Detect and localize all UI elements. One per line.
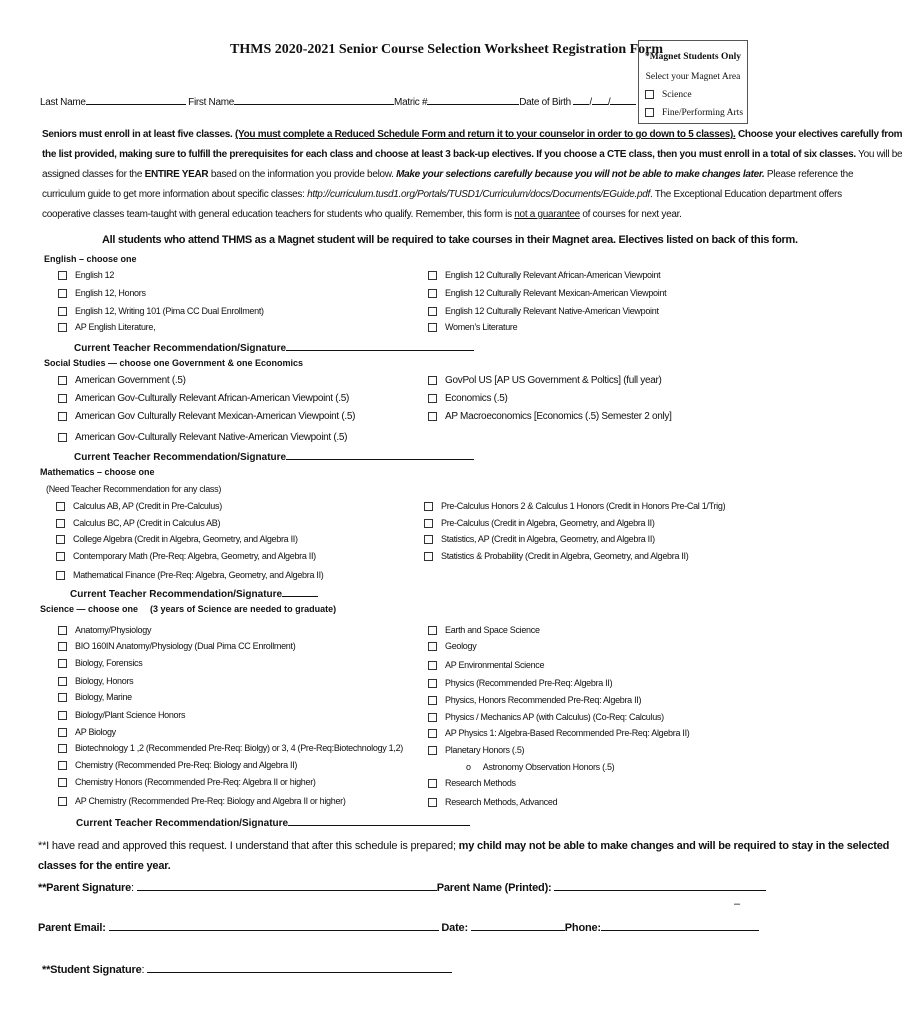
checkbox-icon[interactable] (428, 394, 437, 403)
dob-month-field[interactable] (573, 94, 589, 105)
math-option[interactable]: Statistics, AP (Credit in Algebra, Geometry, and Algebra II) (424, 534, 655, 544)
english-option[interactable]: English 12 Culturally Relevant Native-American Viewpoint (428, 306, 659, 316)
checkbox-icon[interactable] (58, 271, 67, 280)
checkbox-icon[interactable] (428, 323, 437, 332)
parent-email-field[interactable] (109, 920, 439, 931)
checkbox-icon[interactable] (56, 535, 65, 544)
science-option[interactable]: Geology (428, 641, 476, 651)
last-name-label: Last Name (40, 97, 86, 108)
social-option[interactable]: American Gov Culturally Relevant Mexican-American Viewpoint (.5) (58, 411, 355, 422)
checkbox-icon[interactable] (428, 412, 437, 421)
student-signature-field[interactable] (147, 962, 452, 973)
checkbox-icon[interactable] (428, 626, 437, 635)
checkbox-icon[interactable] (428, 642, 437, 651)
checkbox-icon[interactable] (58, 626, 67, 635)
phone-field[interactable] (601, 920, 759, 931)
english-option[interactable]: English 12, Honors (58, 288, 146, 298)
checkbox-icon[interactable] (58, 323, 67, 332)
science-option[interactable]: AP Biology (58, 727, 116, 737)
social-option[interactable]: Economics (.5) (428, 393, 508, 404)
english-option[interactable]: English 12 Culturally Relevant Mexican-American Viewpoint (428, 288, 666, 298)
english-signature-field[interactable] (286, 340, 474, 351)
date-field[interactable] (471, 920, 565, 931)
math-recommendation: Current Teacher Recommendation/Signature (70, 586, 318, 600)
math-option[interactable]: Pre-Calculus (Credit in Algebra, Geometry, and Algebra II) (424, 518, 655, 528)
parent-name-field[interactable] (554, 880, 766, 891)
parent-signature-field[interactable] (137, 880, 437, 891)
math-option[interactable]: Contemporary Math (Pre-Req: Algebra, Geometry, and Algebra II) (56, 551, 316, 561)
first-name-label: First Name (188, 97, 235, 108)
checkbox-icon[interactable] (645, 108, 654, 117)
science-option[interactable]: Physics, Honors Recommended Pre-Req: Algebra II) (428, 695, 641, 705)
checkbox-icon[interactable] (58, 761, 67, 770)
science-option[interactable]: Biology/Plant Science Honors (58, 710, 185, 720)
first-name-field[interactable] (234, 94, 394, 105)
checkbox-icon[interactable] (56, 519, 65, 528)
science-option[interactable]: Biology, Honors (58, 676, 133, 686)
science-option[interactable]: Physics (Recommended Pre-Req: Algebra II) (428, 678, 612, 688)
approval-statement-cont: classes for the entire year. (38, 860, 171, 872)
checkbox-icon[interactable] (424, 535, 433, 544)
science-heading: Science — choose one (3 years of Science are needed to graduate) (40, 604, 337, 614)
dob-label: Date of Birth (519, 97, 571, 108)
parent-email-row: Parent Email: Date: Phone: (38, 920, 759, 934)
checkbox-icon[interactable] (428, 271, 437, 280)
math-note: (Need Teacher Recommendation for any class) (46, 484, 222, 494)
science-option[interactable]: Biology, Forensics (58, 658, 142, 668)
math-signature-field[interactable] (282, 586, 318, 597)
english-option[interactable]: English 12 Culturally Relevant African-American Viewpoint (428, 270, 660, 280)
math-heading: Mathematics – choose one (40, 467, 155, 477)
checkbox-icon[interactable] (58, 642, 67, 651)
dob-day-field[interactable] (592, 94, 608, 105)
checkbox-icon[interactable] (58, 659, 67, 668)
english-option[interactable]: English 12, Writing 101 (Pima CC Dual Enrollment) (58, 306, 264, 316)
checkbox-icon[interactable] (58, 797, 67, 806)
checkbox-icon[interactable] (58, 744, 67, 753)
checkbox-icon[interactable] (428, 696, 437, 705)
science-option[interactable]: Biology, Marine (58, 692, 132, 702)
math-option[interactable]: College Algebra (Credit in Algebra, Geometry, and Algebra II) (56, 534, 298, 544)
checkbox-icon[interactable] (428, 679, 437, 688)
science-option[interactable]: AP Physics 1: Algebra-Based Recommended Pre-Req: Algebra II) (428, 728, 689, 738)
science-option[interactable]: Chemistry Honors (Recommended Pre-Req: Algebra II or higher) (58, 777, 316, 787)
checkbox-icon[interactable] (56, 571, 65, 580)
checkbox-icon[interactable] (645, 90, 654, 99)
checkbox-icon[interactable] (428, 729, 437, 738)
checkbox-icon[interactable] (428, 661, 437, 670)
checkbox-icon[interactable] (428, 798, 437, 807)
social-recommendation: Current Teacher Recommendation/Signature (74, 449, 474, 463)
checkbox-icon[interactable] (58, 728, 67, 737)
checkbox-icon[interactable] (56, 502, 65, 511)
checkbox-icon[interactable] (58, 289, 67, 298)
science-option[interactable]: Biotechnology 1 ,2 (Recommended Pre-Req: Biolgy) or 3, 4 (Pre-Req:Biotechnology 1,2) (58, 743, 403, 753)
science-option[interactable]: AP Environmental Science (428, 660, 544, 670)
science-option[interactable]: Anatomy/Physiology (58, 625, 151, 635)
dash-mark: – (734, 898, 741, 910)
page-title: THMS 2020-2021 Senior Course Selection Worksheet Registration Form (230, 42, 664, 57)
magnet-option-science[interactable]: Science (645, 90, 692, 100)
magnet-notice: All students who attend THMS as a Magnet student will be required to take courses in their Magnet area. Electives listed on back of this form. (102, 234, 798, 246)
magnet-subheading: Select your Magnet Area (645, 72, 741, 82)
checkbox-icon[interactable] (424, 552, 433, 561)
social-option[interactable]: AP Macroeconomics [Economics (.5) Semester 2 only] (428, 411, 672, 422)
math-option[interactable]: Pre-Calculus Honors 2 & Calculus 1 Honors (Credit in Honors Pre-Cal 1/Trig) (424, 501, 725, 511)
science-option[interactable]: Planetary Honors (.5) (428, 745, 524, 755)
checkbox-icon[interactable] (56, 552, 65, 561)
matric-label: Matric # (394, 97, 428, 108)
social-option[interactable]: GovPol US [AP US Government & Poltics] (full year) (428, 375, 662, 386)
social-option[interactable]: American Gov-Culturally Relevant Native-American Viewpoint (.5) (58, 432, 347, 443)
checkbox-icon[interactable] (424, 519, 433, 528)
dob-year-field[interactable] (610, 94, 636, 105)
science-sub-option[interactable]: o Astronomy Observation Honors (.5) (466, 762, 615, 772)
magnet-option-arts[interactable]: Fine/Performing Arts (645, 108, 743, 118)
student-fields-row: Last Name First Name Matric # Date of Birth / / (40, 94, 636, 108)
checkbox-icon[interactable] (428, 307, 437, 316)
checkbox-icon[interactable] (428, 779, 437, 788)
checkbox-icon[interactable] (428, 713, 437, 722)
science-option[interactable]: Research Methods (428, 778, 516, 788)
bullet-icon: o (466, 762, 471, 772)
checkbox-icon[interactable] (424, 502, 433, 511)
checkbox-icon[interactable] (58, 394, 67, 403)
english-option[interactable]: English 12 (58, 270, 114, 280)
checkbox-icon[interactable] (58, 307, 67, 316)
english-recommendation: Current Teacher Recommendation/Signature (74, 340, 474, 354)
parent-signature-row: **Parent Signature: Parent Name (Printed): (38, 880, 766, 894)
science-option[interactable]: AP Chemistry (Recommended Pre-Req: Biology and Algebra II or higher) (58, 796, 346, 806)
social-option[interactable]: American Government (.5) (58, 375, 186, 386)
matric-field[interactable] (427, 94, 519, 105)
science-option[interactable]: Chemistry (Recommended Pre-Req: Biology and Algebra II) (58, 760, 297, 770)
checkbox-icon[interactable] (428, 376, 437, 385)
social-heading: Social Studies — choose one Government & one Economics (44, 358, 304, 368)
social-option[interactable]: American Gov-Culturally Relevant African-American Viewpoint (.5) (58, 393, 349, 404)
science-option[interactable]: Physics / Mechanics AP (with Calculus) (Co-Req: Calculus) (428, 712, 664, 722)
science-signature-field[interactable] (288, 815, 470, 826)
magnet-heading: *Magnet Students Only (644, 52, 742, 62)
checkbox-icon[interactable] (428, 746, 437, 755)
science-option[interactable]: Earth and Space Science (428, 625, 540, 635)
approval-statement: **I have read and approved this request. I understand that after this schedule is prepared; my child may not be able to make changes and will be required to stay in the selected (38, 840, 890, 852)
english-option[interactable]: AP English Literature, (58, 322, 155, 332)
math-option[interactable]: Statistics & Probability (Credit in Algebra, Geometry, and Algebra II) (424, 551, 688, 561)
student-signature-row: **Student Signature: (42, 962, 452, 976)
checkbox-icon[interactable] (58, 376, 67, 385)
instructions: Seniors must enroll in at least five classes. (You must complete a Reduced Schedule Form and return it to your counselor in order to go down to 5 classes). Choose your electives carefully from the list provided, making sure to fulfill the prerequisites for each class and choose at least 3 back-up electives. If you choose a CTE class, then you must enroll in a total of six classes. You will be assigned classes for the ENTIRE YEAR based on the information you provide below. Make your selections carefully because you will not be able to make changes later. Please reference the curriculum guide to get more information about specific classes: http://curriculum.tusd1.org/Portals/TUSD1/Curriculum/docs/Documents/EGuide.pdf. The Exceptional Education department offers cooperative classes team-taught with general education teachers for students who qualify. Remember, this form is not a guarantee of courses for next year. (42, 129, 902, 220)
math-option[interactable]: Mathematical Finance (Pre-Req: Algebra, Geometry, and Algebra II) (56, 570, 323, 580)
last-name-field[interactable] (86, 94, 186, 105)
math-option[interactable]: Calculus AB, AP (Credit in Pre-Calculus) (56, 501, 222, 511)
science-option[interactable]: Research Methods, Advanced (428, 797, 557, 807)
social-signature-field[interactable] (286, 449, 474, 460)
checkbox-icon[interactable] (58, 677, 67, 686)
magnet-selection-box (638, 40, 748, 124)
checkbox-icon[interactable] (58, 412, 67, 421)
checkbox-icon[interactable] (58, 711, 67, 720)
checkbox-icon[interactable] (58, 433, 67, 442)
checkbox-icon[interactable] (58, 693, 67, 702)
science-option[interactable]: BIO 160IN Anatomy/Physiology (Dual Pima CC Enrollment) (58, 641, 295, 651)
science-recommendation: Current Teacher Recommendation/Signature (76, 815, 470, 829)
english-heading: English – choose one (44, 254, 137, 264)
english-option[interactable]: Women’s Literature (428, 322, 517, 332)
checkbox-icon[interactable] (58, 778, 67, 787)
math-option[interactable]: Calculus BC, AP (Credit in Calculus AB) (56, 518, 220, 528)
checkbox-icon[interactable] (428, 289, 437, 298)
curriculum-link[interactable]: http://curriculum.tusd1.org/Portals/TUSD1/Curriculum/docs/Documents/EGuide.pdf (307, 189, 650, 200)
